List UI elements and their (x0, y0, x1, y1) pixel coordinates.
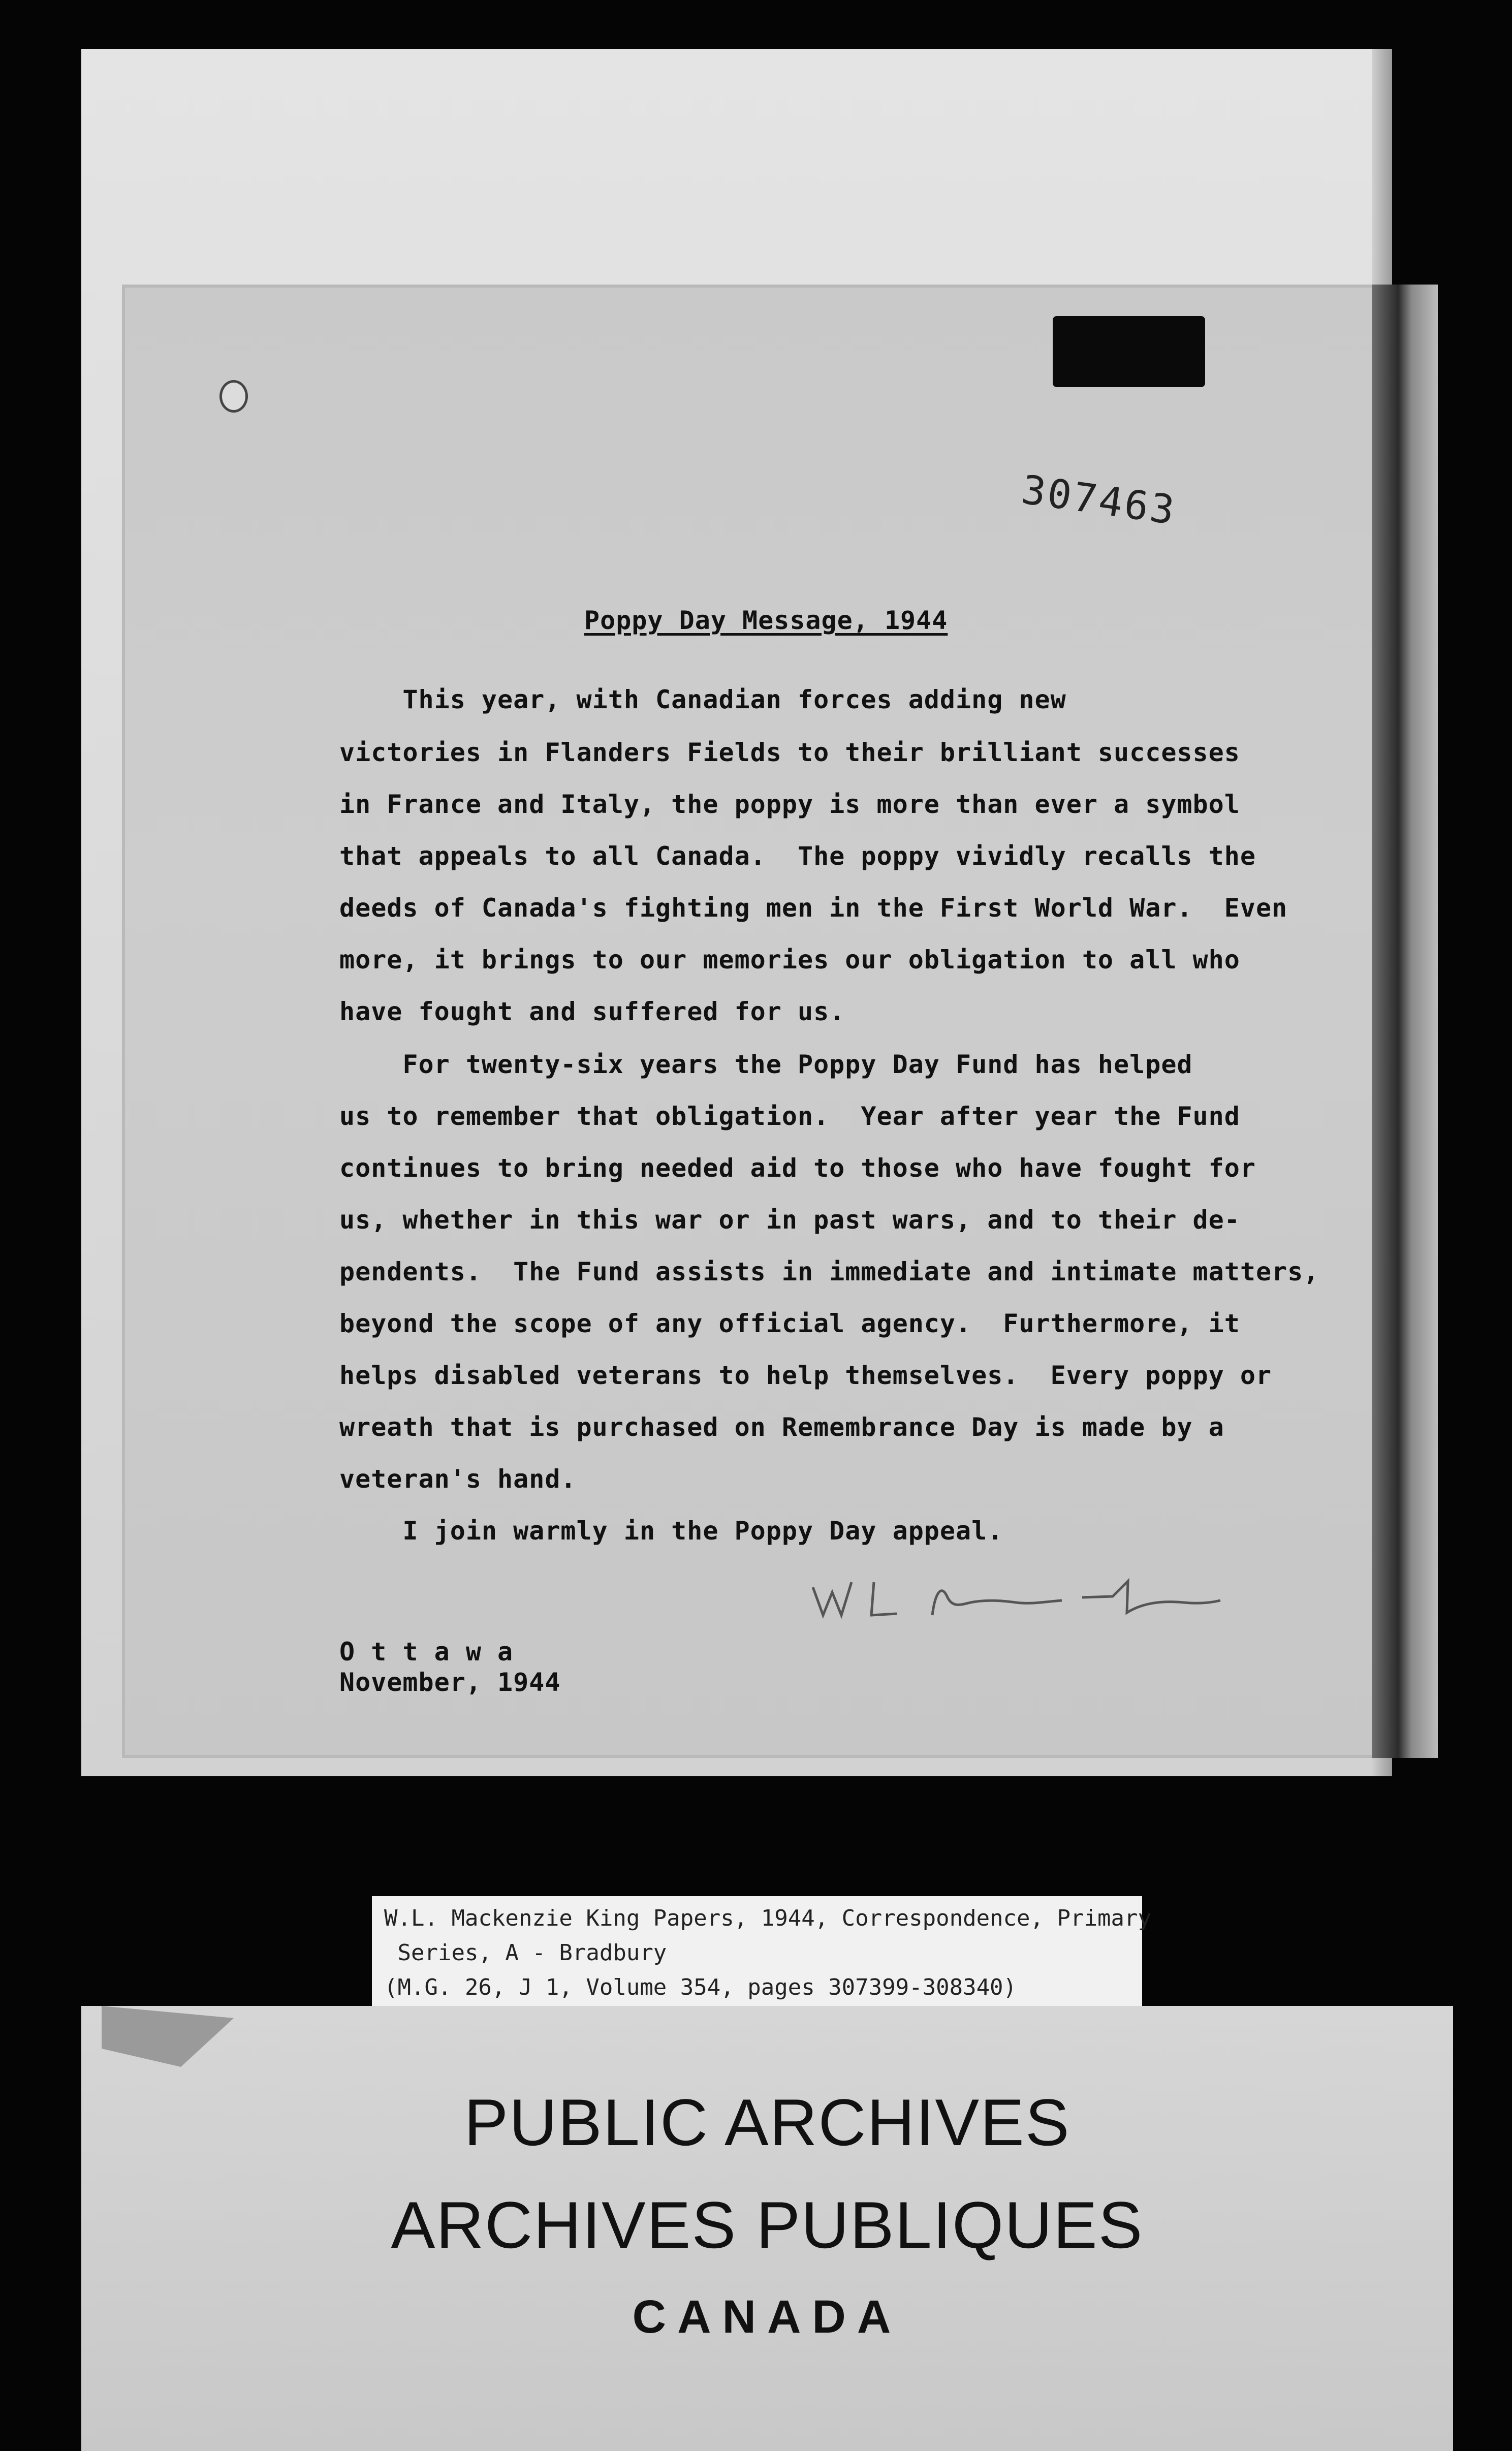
body-line: that appeals to all Canada. The poppy vividly recalls the (339, 841, 1256, 871)
body-line: in France and Italy, the poppy is more than ever a symbol (339, 790, 1240, 819)
document-place: O t t a w a (339, 1637, 514, 1667)
body-line: us to remember that obligation. Year after year the Fund (339, 1102, 1240, 1131)
banner-english-title: PUBLIC ARCHIVES (464, 2085, 1070, 2159)
catalogue-line: W.L. Mackenzie King Papers, 1944, Correspondence, Primary (384, 1905, 1151, 1931)
body-line: us, whether in this war or in past wars, and to their de- (339, 1205, 1240, 1235)
document-title: Poppy Day Message, 1944 (584, 606, 948, 635)
body-line: For twenty-six years the Poppy Day Fund has helped (339, 1050, 1193, 1079)
body-line: wreath that is purchased on Remembrance Day is made by a (339, 1412, 1224, 1442)
body-line: This year, with Canadian forces adding new (339, 685, 1066, 714)
catalogue-label (372, 1896, 1151, 2014)
redaction-block (1053, 316, 1205, 387)
body-line: more, it brings to our memories our obligation to all who (339, 945, 1240, 975)
document-date: November, 1944 (339, 1668, 561, 1697)
catalogue-line: (M.G. 26, J 1, Volume 354, pages 307399-308340) (384, 1974, 1017, 2000)
body-line: beyond the scope of any official agency. Furthermore, it (339, 1309, 1240, 1338)
body-line: helps disabled veterans to help themselves. Every poppy or (339, 1361, 1272, 1390)
body-line: deeds of Canada's fighting men in the First World War. Even (339, 893, 1288, 923)
signature-icon (808, 1567, 1224, 1623)
body-line: have fought and suffered for us. (339, 997, 845, 1026)
banner-country: CANADA (632, 2291, 902, 2343)
body-line: continues to bring needed aid to those who have fought for (339, 1153, 1256, 1183)
punch-hole-mark (219, 380, 248, 413)
stamp-number: 307463 (1019, 467, 1179, 534)
body-line: veteran's hand. (339, 1464, 577, 1494)
body-line: I join warmly in the Poppy Day appeal. (339, 1516, 1003, 1546)
catalogue-line: Series, A - Bradbury (384, 1940, 667, 1966)
body-line: pendents. The Fund assists in immediate and intimate matters, (339, 1257, 1319, 1286)
body-line: victories in Flanders Fields to their brilliant successes (339, 738, 1240, 767)
banner-french-title: ARCHIVES PUBLIQUES (391, 2188, 1144, 2262)
page-shadow (1372, 285, 1438, 1758)
